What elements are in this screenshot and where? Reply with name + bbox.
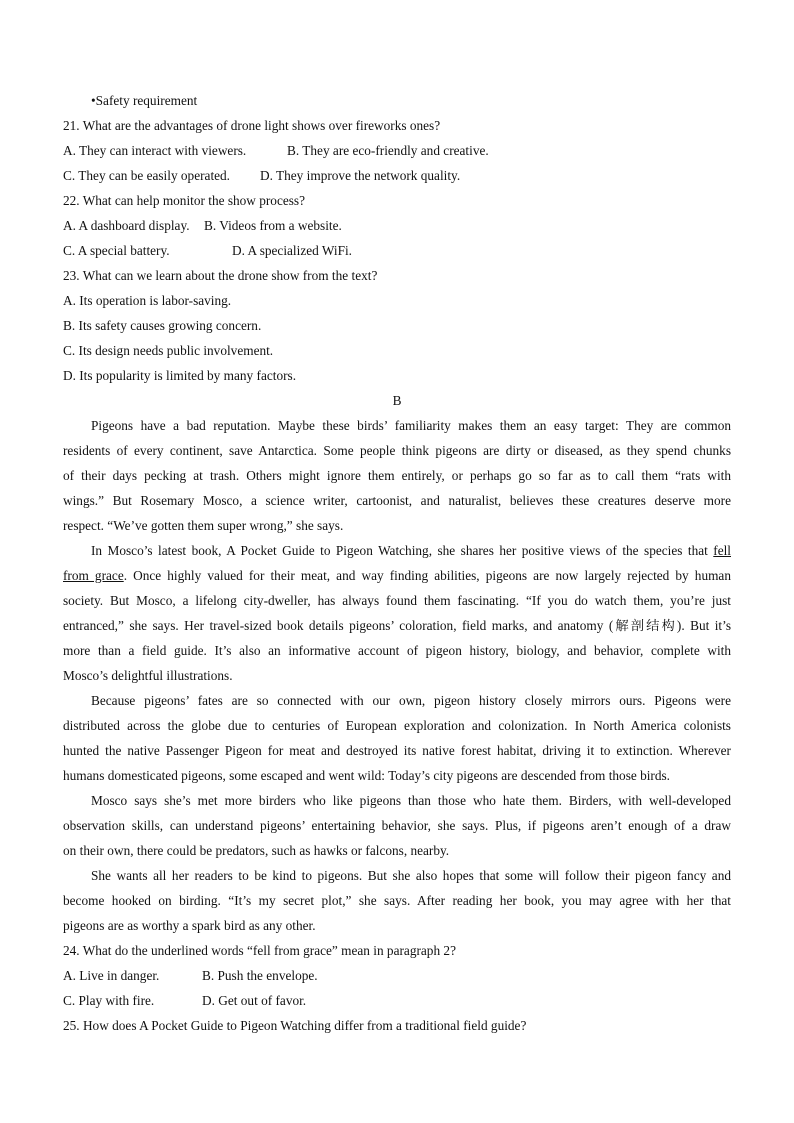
question-24-stem: 24. What do the underlined words “fell from grace” mean in paragraph 2? [63,943,456,958]
question-24-options-ab [63,963,731,988]
paragraph-1-line: Pigeons have a bad reputation. Maybe these birds’ familiarity makes them an easy target: They are common [91,418,731,433]
question-21-stem: 21. What are the advantages of drone light shows over fireworks ones? [63,118,441,133]
paragraph-5-line: She wants all her readers to be kind to pigeons. But she also hopes that some will follow their pigeon fancy and [91,868,731,883]
paragraph-5-line: become hooked on birding. “It’s my secret plot,” she says. After reading her book, you may agree with her that [63,893,731,908]
question-23-stem: 23. What can we learn about the drone show from the text? [63,268,378,283]
question-22-stem: 22. What can help monitor the show process? [63,193,305,208]
option-23-c: C. Its design needs public involvement. [63,343,274,358]
paragraph-4-line: Mosco says she’s met more birders who like pigeons than those who hate them. Birders, with well-developed [91,793,731,808]
option-24-c: C. Play with fire. [63,993,155,1008]
paragraph-2-line: Mosco’s delightful illustrations. [63,668,233,683]
section-heading-b: B [392,393,402,408]
option-21-a: A. They can interact with viewers. [63,143,247,158]
paragraph-2-line: more than a field guide. It’s also an informative account of pigeon history, biology, and behavior, complete with [63,643,731,658]
paragraph-2-text: . Once highly valued for their meat, and way finding abilities, pigeons are now largely rejected by human [123,568,731,583]
underlined-phrase-from-grace: from grace [63,568,124,583]
option-21-c: C. They can be easily operated. [63,168,231,183]
option-22-b: B. Videos from a website. [204,218,342,233]
option-23-a: A. Its operation is labor-saving. [63,293,232,308]
option-22-a: A. A dashboard display. [63,218,190,233]
question-21-options-cd [63,163,731,188]
paragraph-1-line: wings.” But Rosemary Mosco, a science writer, cartoonist, and naturalist, believes these creatures deserve more [63,493,731,508]
option-23-b: B. Its safety causes growing concern. [63,318,262,333]
paragraph-1-line: of their days pecking at trash. Others might ignore them entirely, or perhaps go so far as to call them “rats with [63,468,731,483]
paragraph-3-line: Because pigeons’ fates are so connected with our own, pigeon history closely mirrors ours. Pigeons were [91,693,731,708]
paragraph-2-line [63,563,731,588]
underlined-phrase-fell: fell [713,543,731,558]
question-22-options-ab [63,213,731,238]
passage-paragraph-3 [63,688,731,788]
option-22-c: C. A special battery. [63,243,170,258]
option-24-a: A. Live in danger. [63,968,160,983]
paragraph-3-line: hunted the native Passenger Pigeon for meat and destroyed its native forest habitat, driving it to extinction. Wherever [63,743,731,758]
question-24-options-cd [63,988,731,1013]
question-25-stem: 25. How does A Pocket Guide to Pigeon Watching differ from a traditional field guide? [63,1018,527,1033]
paragraph-1-line: residents of every continent, save Antarctica. Some people think pigeons are dirty or diseased, as they spend chunks [63,443,731,458]
option-21-b: B. They are eco-friendly and creative. [287,143,489,158]
paragraph-3-line: distributed across the globe due to centuries of European exploration and colonization. In North America colonists [63,718,731,733]
option-24-d: D. Get out of favor. [202,993,307,1008]
paragraph-4-line: on their own, there could be predators, such as hawks or falcons, nearby. [63,843,450,858]
document-page [63,88,731,1038]
question-22-options-cd [63,238,731,263]
option-21-d: D. They improve the network quality. [260,168,461,183]
option-24-b: B. Push the envelope. [202,968,318,983]
paragraph-1-line: respect. “We’ve gotten them super wrong,” she says. [63,518,344,533]
question-21-options-ab [63,138,731,163]
passage-paragraph-5 [63,863,731,938]
option-23-d: D. Its popularity is limited by many factors. [63,368,297,383]
bullet-safety-requirement: •Safety requirement [91,93,198,108]
option-22-d: D. A specialized WiFi. [232,243,352,258]
passage-paragraph-2 [63,538,731,688]
paragraph-2-line: society. But Mosco, a lifelong city-dweller, has always found them fascinating. “If you do watch them, you’re just [63,593,731,608]
paragraph-3-line: humans domesticated pigeons, some escaped and went wild: Today’s city pigeons are descended from those birds. [63,768,671,783]
paragraph-2-text: In Mosco’s latest book, A Pocket Guide to Pigeon Watching, she shares her positive views of the species that [91,543,714,558]
paragraph-2-line [63,538,731,563]
paragraph-2-line: entranced,” she says. Her travel-sized book details pigeons’ coloration, field marks, and anatomy (解剖结构). But it’s [63,618,731,633]
paragraph-4-line: observation skills, can understand pigeons’ entertaining behavior, she says. Plus, if pigeons aren’t enough of a draw [63,818,731,833]
passage-paragraph-4 [63,788,731,863]
paragraph-5-line: pigeons are as worthy a spark bird as any other. [63,918,316,933]
passage-paragraph-1 [63,413,731,538]
